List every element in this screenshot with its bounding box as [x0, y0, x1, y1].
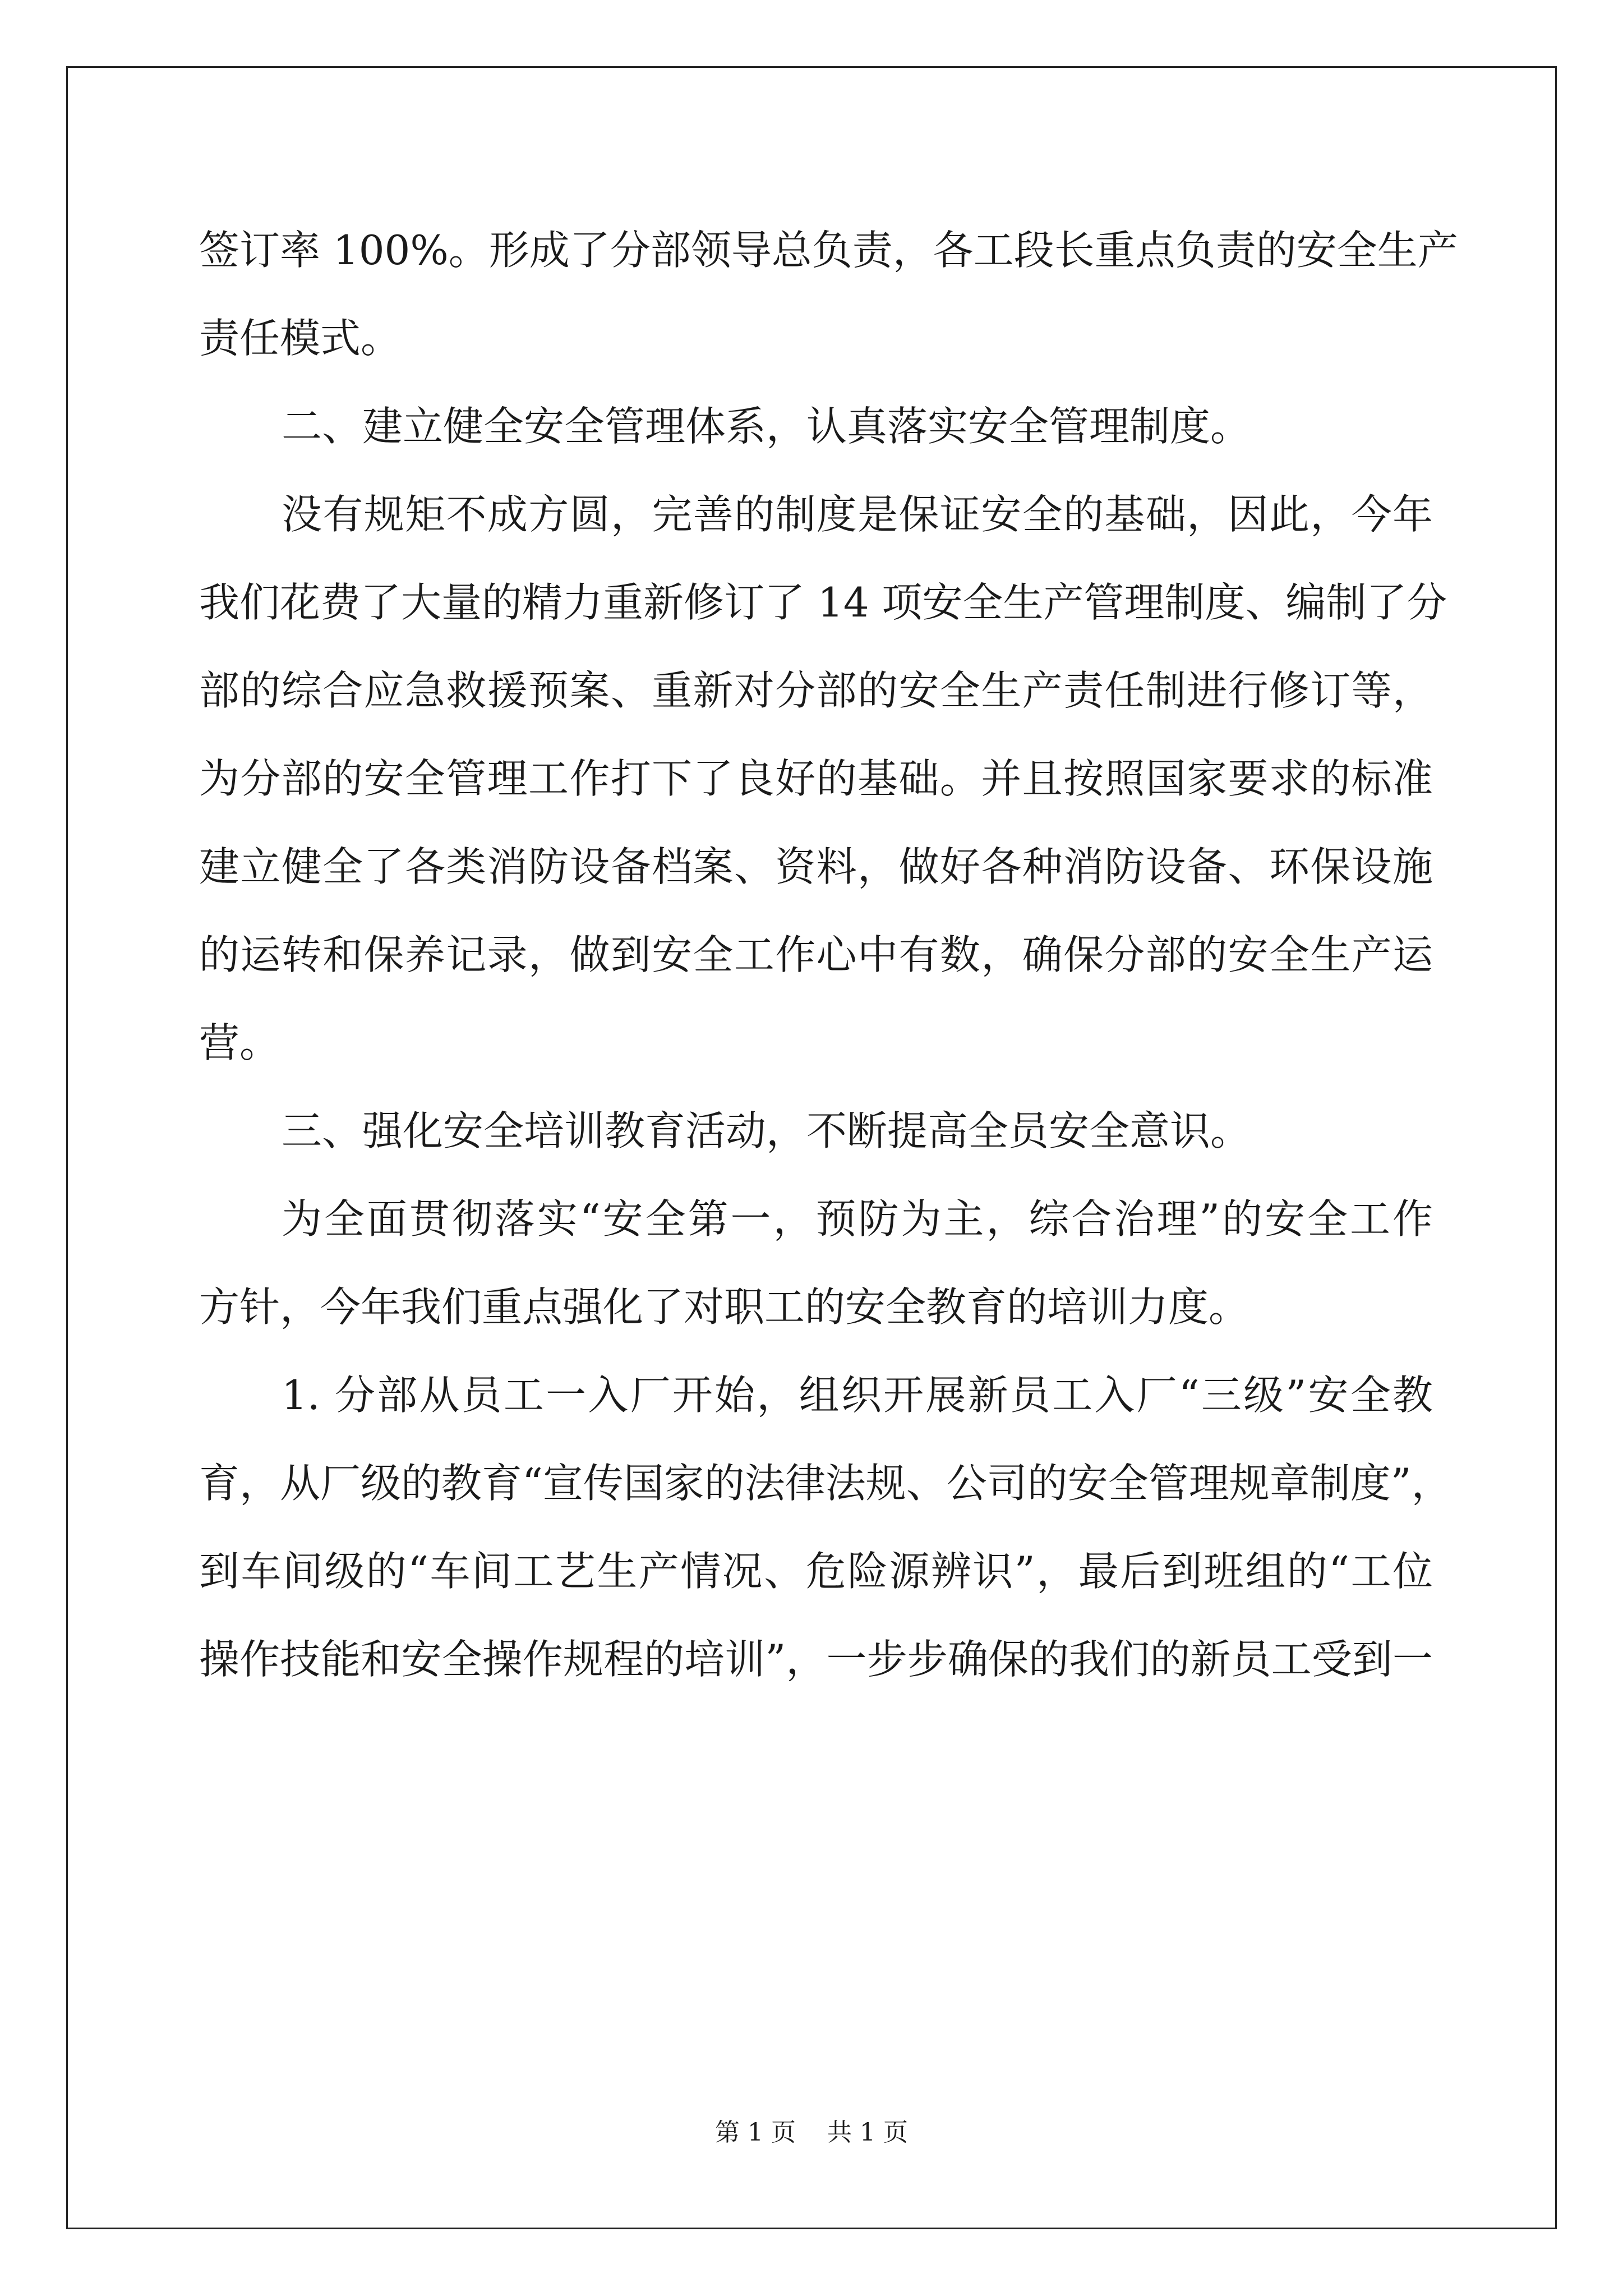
text-line: 部的综合应急救援预案、重新对分部的安全生产责任制进行修订等，: [199, 667, 1433, 714]
text-line: 我们花费了大量的精力重新修订了 14 项安全生产管理制度、编制了分: [199, 579, 1447, 626]
text-line: 责任模式。: [199, 315, 402, 362]
text-line: 为全面贯彻落实“安全第一，预防为主，综合治理”的安全工作: [282, 1195, 1433, 1243]
section-heading: 二、建立健全安全管理体系，认真落实安全管理制度。: [282, 403, 1251, 450]
section-heading: 三、强化安全培训教育活动，不断提高全员安全意识。: [282, 1107, 1251, 1154]
text-line: 到车间级的“车间工艺生产情况、危险源辨识”，最后到班组的“工位: [199, 1548, 1433, 1595]
text-line: 操作技能和安全操作规程的培训”，一步步确保的我们的新员工受到一: [199, 1636, 1433, 1683]
text-line: 的运转和保养记录，做到安全工作心中有数，确保分部的安全生产运: [199, 931, 1433, 978]
text-line: 方针，今年我们重点强化了对职工的安全教育的培训力度。: [199, 1283, 1249, 1331]
page-number: 第 1 页: [715, 2118, 796, 2147]
text-line: 没有规矩不成方圆，完善的制度是保证安全的基础，因此，今年: [282, 491, 1433, 538]
text-line: 建立健全了各类消防设备档案、资料，做好各种消防设备、环保设施: [199, 843, 1433, 890]
page-footer: [0, 2120, 1623, 2145]
page-total: 共 1 页: [827, 2118, 908, 2147]
text-line: 1. 分部从员工一入厂开始，组织开展新员工入厂“三级”安全教: [282, 1372, 1433, 1419]
text-line: 育，从厂级的教育“宣传国家的法律法规、公司的安全管理规章制度”，: [199, 1460, 1452, 1507]
text-line: 为分部的安全管理工作打下了良好的基础。并且按照国家要求的标准: [199, 755, 1433, 802]
text-line: 营。: [199, 1019, 280, 1066]
text-line: 签订率 100%。形成了分部领导总负责，各工段长重点负责的安全生产: [199, 227, 1458, 274]
